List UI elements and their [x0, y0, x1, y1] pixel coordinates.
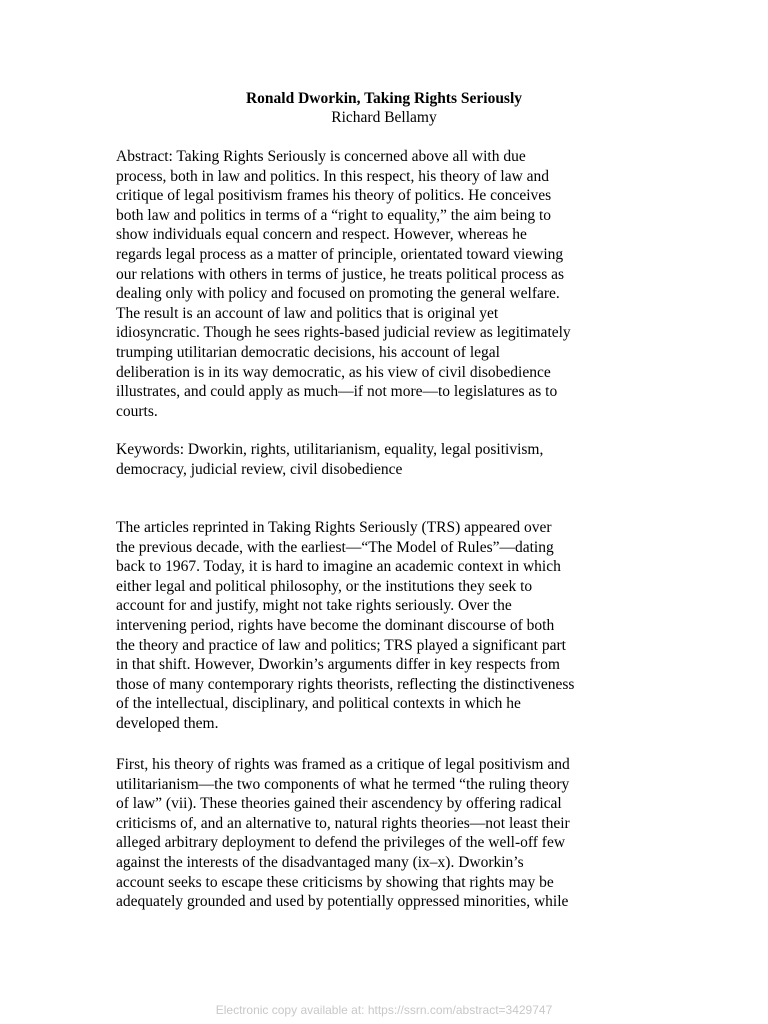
text-line: utilitarianism—the two components of what he termed “the ruling theory: [116, 775, 570, 793]
text-line: show individuals equal concern and respect. However, whereas he: [116, 226, 527, 244]
text-line: First, his theory of rights was framed as a critique of legal positivism and: [116, 756, 570, 773]
paper-author: Richard Bellamy: [331, 109, 437, 126]
text-line: the previous decade, with the earliest—“The Model of Rules”—dating: [116, 538, 554, 556]
text-line: Abstract: Taking Rights Seriously is concerned above all with due: [116, 148, 526, 165]
text-line: account for and justify, might not take rights seriously. Over the: [116, 597, 512, 615]
text-line: illustrates, and could apply as much—if not more—to legislatures as to: [116, 383, 558, 401]
text-line: both law and politics in terms of a “right to equality,” the aim being to: [116, 206, 552, 224]
paper-title: Ronald Dworkin, Taking Rights Seriously: [245, 90, 523, 107]
text-line: either legal and political philosophy, or the institutions they seek to: [116, 577, 533, 595]
text-line: account seeks to escape these criticisms by showing that rights may be: [116, 873, 554, 891]
text-line: adequately grounded and used by potentially oppressed minorities, while: [116, 893, 569, 911]
text-line: back to 1967. Today, it is hard to imagine an academic context in which: [116, 558, 561, 576]
text-line: against the interests of the disadvantaged many (ix–x). Dworkin’s: [116, 853, 524, 871]
text-line: The result is an account of law and politics that is original yet: [116, 304, 499, 322]
text-line: our relations with others in terms of justice, he treats political process as: [116, 265, 565, 283]
text-line: the theory and practice of law and politics; TRS played a significant part: [116, 636, 566, 654]
text-line: developed them.: [116, 714, 219, 732]
text-line: courts.: [116, 402, 158, 420]
text-line: of law” (vii). These theories gained their ascendency by offering radical: [116, 795, 562, 813]
intro-paragraph: [116, 518, 656, 734]
text-line: trumping utilitarian democratic decisions, his account of legal: [116, 343, 500, 361]
text-line: process, both in law and politics. In this respect, his theory of law and: [116, 167, 550, 185]
text-line: idiosyncratic. Though he sees rights-based judicial review as legitimately: [116, 324, 571, 342]
text-line: The articles reprinted in Taking Rights Seriously (TRS) appeared over: [116, 519, 552, 536]
text-line: alleged arbitrary deployment to defend the privileges of the well-off few: [116, 834, 566, 852]
text-line: in that shift. However, Dworkin’s arguments differ in key respects from: [116, 656, 560, 674]
text-line: of the intellectual, disciplinary, and political contexts in which he: [116, 695, 521, 713]
text-line: regards legal process as a matter of principle, orientated toward viewing: [116, 245, 564, 263]
ssrn-footer: Electronic copy available at: https://ssrn.com/abstract=3429747: [215, 1003, 553, 1017]
keywords-paragraph: [116, 440, 656, 479]
text-line: criticisms of, and an alternative to, natural rights theories—not least their: [116, 814, 570, 832]
text-line: democracy, judicial review, civil disobedience: [116, 460, 403, 478]
abstract-paragraph: [116, 147, 656, 421]
text-line: those of many contemporary rights theorists, reflecting the distinctiveness: [116, 675, 575, 693]
body-paragraph: [116, 755, 656, 912]
text-line: critique of legal positivism frames his theory of politics. He conceives: [116, 187, 552, 205]
text-line: dealing only with policy and focused on promoting the general welfare.: [116, 285, 560, 303]
text-line: Keywords: Dworkin, rights, utilitarianism, equality, legal positivism,: [116, 441, 544, 458]
text-line: deliberation is in its way democratic, as his view of civil disobedience: [116, 363, 551, 381]
text-line: intervening period, rights have become the dominant discourse of both: [116, 616, 555, 634]
